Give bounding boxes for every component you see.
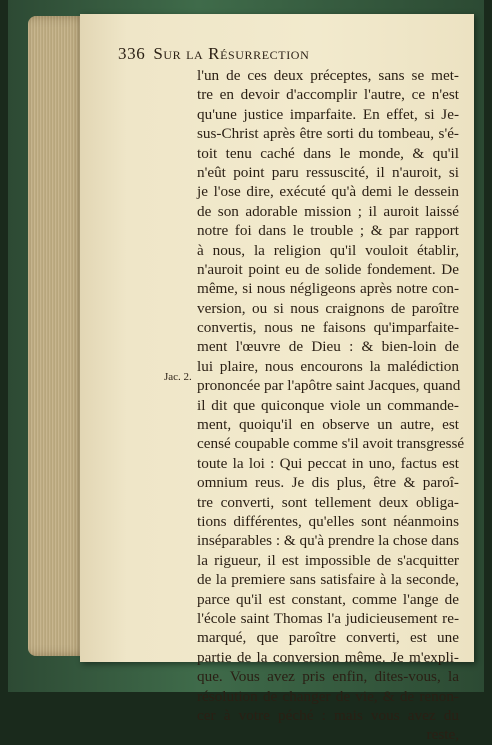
text-line: inséparables : & qu'à prendre la chose dans xyxy=(197,532,460,550)
text-line: parce qu'il est constant, comme l'ange de xyxy=(197,590,459,608)
text-line: notre foi dans le trouble ; & par rapport xyxy=(197,222,459,240)
text-line: omnium reus. Je dis plus, être & paroî- xyxy=(197,474,459,492)
text-line: lui plaire, nous encourons la malédiction xyxy=(197,357,459,375)
text-line: version, ou si nous craignons de paroître xyxy=(197,299,459,317)
text-line: même, si nous négligeons après notre con- xyxy=(197,280,459,298)
text-line: à nous, la religion qu'il vouloit établir, xyxy=(197,241,459,259)
text-line: l'école saint Thomas l'a judicieusement re- xyxy=(197,609,459,627)
text-line: l'un de ces deux préceptes, sans se met- xyxy=(197,67,459,84)
text-line: toute la loi : Qui peccat in uno, factus est xyxy=(197,454,459,472)
text-line: de son adorable mission ; il auroit laissé xyxy=(197,202,459,220)
running-title: Sur la Résurrection xyxy=(153,44,310,63)
page-edges xyxy=(28,16,88,656)
text-line: n'auroit point eu de solide fondement. De xyxy=(197,260,459,278)
page-number: 336 xyxy=(118,44,146,63)
text-line: tre en devoir d'accomplir l'autre, ce n'est xyxy=(197,86,459,104)
text-line: ment l'œuvre de Dieu : & bien-loin de xyxy=(197,338,459,356)
text-line: prononcée par l'apôtre saint Jacques, quand xyxy=(197,377,461,395)
text-line: de la premiere sans satisfaire à la seconde, xyxy=(197,571,459,589)
text-line: toit tenu caché dans le monde, & qu'il xyxy=(197,144,459,162)
text-line: sus-Christ après être sorti du tombeau, s'é- xyxy=(197,125,459,143)
text-line: je l'ose dire, exécuté qu'à demi le dessein xyxy=(197,183,459,201)
text-line: convertis, nous ne faisons qu'imparfaite- xyxy=(197,319,459,337)
text-line: censé coupable comme s'il avoit transgressé xyxy=(197,435,465,453)
text-line: que. Vous avez pris enfin, dites-vous, la xyxy=(197,668,459,686)
running-header xyxy=(118,44,448,66)
text-line: il dit que quiconque viole un commande- xyxy=(197,396,459,414)
body-text xyxy=(197,66,465,745)
text-line: la rigueur, il est impossible de s'acquitter xyxy=(197,551,459,569)
margin-reference: Jac. 2. xyxy=(164,371,192,383)
text-line: marqué, que paroître converti, est une xyxy=(197,629,459,647)
text-line: cer à votre péché : mais vous avez du xyxy=(197,706,459,724)
text-line: résolution de changer de vie, & de renon- xyxy=(197,687,459,705)
text-line: reste, xyxy=(426,726,459,744)
text-line: qu'une justice imparfaite. En effet, si Je- xyxy=(197,105,459,123)
text-line: tre converti, sont tellement deux obliga- xyxy=(197,493,459,511)
text-line: n'eût point paru ressuscité, il n'auroit, si xyxy=(197,163,459,181)
text-line: partie de la conversion même. Je m'expli- xyxy=(197,648,459,666)
text-line: ment, quoiqu'il en observe un autre, est xyxy=(197,416,459,434)
text-line: tions différentes, qu'elles sont néanmoins xyxy=(197,512,459,530)
